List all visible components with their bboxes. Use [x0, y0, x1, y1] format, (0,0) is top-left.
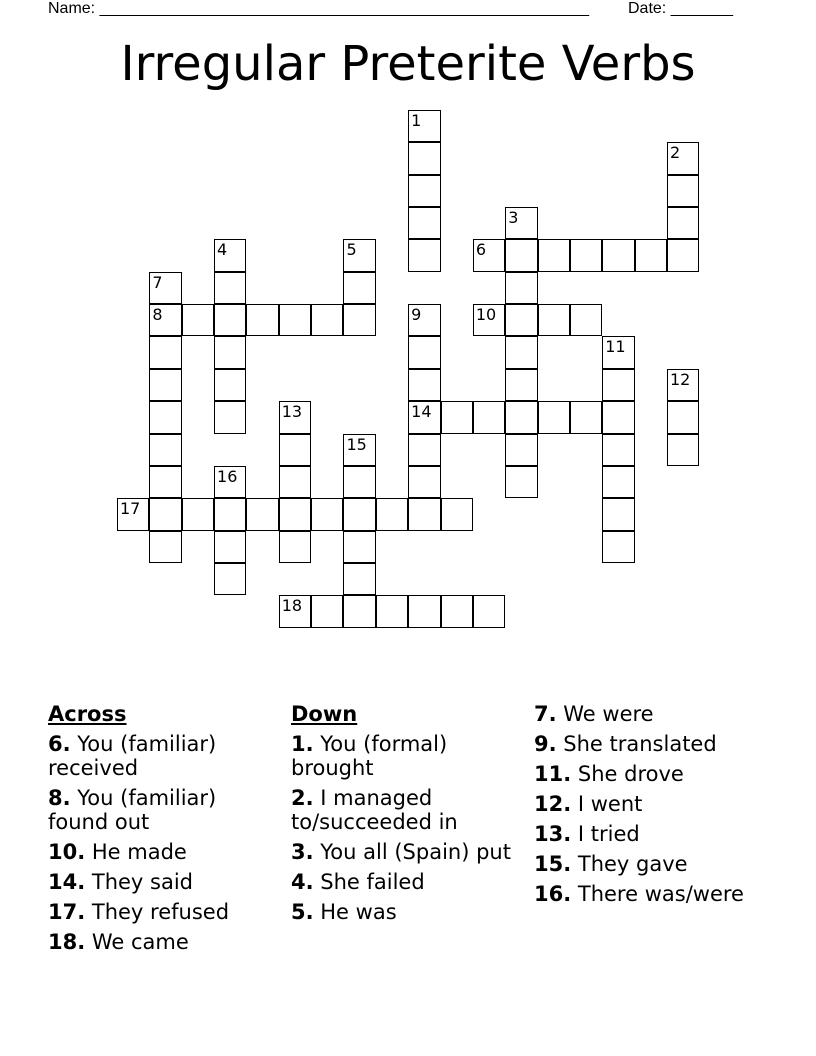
grid-cell[interactable]	[602, 434, 634, 466]
down-clue	[534, 882, 784, 906]
grid-cell[interactable]	[441, 595, 473, 627]
clue-number: 1.	[291, 732, 314, 756]
down-clue	[534, 732, 784, 756]
grid-cell[interactable]	[376, 498, 408, 530]
clue-text: He made	[85, 840, 187, 864]
grid-cell[interactable]	[343, 563, 375, 595]
clue-number-1: 1	[411, 111, 422, 130]
across-clues	[48, 702, 278, 960]
grid-cell[interactable]	[505, 239, 537, 271]
grid-cell[interactable]	[343, 595, 375, 627]
down-clues-continued	[534, 702, 784, 912]
grid-cell[interactable]	[473, 401, 505, 433]
grid-cell[interactable]	[214, 369, 246, 401]
grid-cell[interactable]	[311, 304, 343, 336]
clue-number-18: 18	[281, 596, 303, 616]
date-field[interactable]: Date: _______	[628, 0, 733, 17]
grid-cell[interactable]	[408, 466, 440, 498]
grid-cell[interactable]	[408, 434, 440, 466]
grid-cell[interactable]	[343, 272, 375, 304]
clue-number-16: 16	[217, 466, 238, 486]
down-clue	[534, 822, 784, 846]
grid-cell[interactable]	[214, 336, 246, 368]
grid-cell[interactable]	[408, 142, 440, 174]
grid-cell[interactable]	[214, 531, 246, 563]
grid-cell[interactable]	[214, 563, 246, 595]
down-clue	[291, 840, 521, 864]
down-heading: Down	[291, 702, 358, 726]
clue-text: There was/were	[571, 882, 744, 906]
grid-cell[interactable]	[505, 304, 537, 336]
down-clue	[291, 732, 521, 780]
across-clue	[48, 870, 278, 894]
grid-cell[interactable]	[149, 531, 181, 563]
clue-number-9: 9	[411, 305, 422, 325]
clue-number: 8.	[48, 786, 71, 810]
clue-text: She drove	[571, 762, 684, 786]
grid-cell[interactable]	[602, 531, 634, 563]
grid-cell[interactable]	[149, 498, 181, 530]
clue-text: He was	[313, 900, 397, 924]
grid-cell[interactable]	[343, 304, 375, 336]
grid-cell[interactable]	[408, 369, 440, 401]
clue-number: 11.	[534, 762, 572, 786]
grid-cell[interactable]	[667, 207, 699, 239]
grid-cell[interactable]	[602, 498, 634, 530]
grid-cell[interactable]	[408, 207, 440, 239]
grid-cell[interactable]	[538, 304, 570, 336]
clue-number: 18.	[48, 930, 86, 954]
grid-cell[interactable]	[149, 401, 181, 433]
grid-cell[interactable]	[279, 304, 311, 336]
clue-number: 4.	[291, 870, 314, 894]
clue-number-10: 10	[475, 305, 497, 325]
grid-cell[interactable]	[441, 498, 473, 530]
clue-text: She failed	[313, 870, 425, 894]
clue-text: You (familiar) received	[48, 732, 217, 780]
grid-cell[interactable]	[343, 498, 375, 530]
clue-number: 13.	[534, 822, 572, 846]
down-clue	[291, 870, 521, 894]
grid-cell[interactable]	[343, 531, 375, 563]
grid-cell[interactable]	[214, 498, 246, 530]
clue-number: 15.	[534, 852, 572, 876]
grid-cell[interactable]	[602, 466, 634, 498]
clue-number-13: 13	[281, 402, 303, 422]
clue-number-4: 4	[217, 240, 228, 260]
puzzle-title: Irregular Preterite Verbs	[120, 36, 696, 92]
clue-number-12: 12	[669, 369, 691, 389]
grid-cell[interactable]	[182, 498, 214, 530]
clue-text: You all (Spain) put	[313, 840, 511, 864]
clue-number: 5.	[291, 900, 314, 924]
grid-cell[interactable]	[408, 239, 440, 271]
clue-text: I managed to/succeeded in	[291, 786, 458, 834]
clue-number: 7.	[534, 702, 557, 726]
across-clue	[48, 930, 278, 954]
clue-text: They gave	[571, 852, 688, 876]
grid-cell[interactable]	[311, 498, 343, 530]
grid-cell[interactable]	[570, 239, 602, 271]
clue-text: You (formal) brought	[291, 732, 448, 780]
grid-cell[interactable]	[214, 272, 246, 304]
grid-cell[interactable]	[214, 304, 246, 336]
grid-cell[interactable]	[311, 595, 343, 627]
grid-cell[interactable]	[441, 401, 473, 433]
grid-cell[interactable]	[635, 239, 667, 271]
grid-cell[interactable]	[505, 272, 537, 304]
across-heading: Across	[48, 702, 127, 726]
clue-text: They refused	[85, 900, 230, 924]
clue-number-11: 11	[605, 337, 626, 357]
clue-number-5: 5	[346, 240, 357, 260]
grid-cell[interactable]	[279, 434, 311, 466]
grid-cell[interactable]	[667, 239, 699, 271]
down-clue	[534, 792, 784, 816]
clue-number: 6.	[48, 732, 71, 756]
across-clue	[48, 732, 278, 780]
across-clue	[48, 900, 278, 924]
grid-cell[interactable]	[343, 466, 375, 498]
clue-number: 14.	[48, 870, 86, 894]
grid-cell[interactable]	[279, 498, 311, 530]
grid-cell[interactable]	[505, 466, 537, 498]
grid-cell[interactable]	[149, 466, 181, 498]
clue-number-14: 14	[411, 402, 432, 422]
clue-text: I went	[571, 792, 643, 816]
clue-text: You (familiar) found out	[48, 786, 217, 834]
grid-cell[interactable]	[246, 498, 278, 530]
grid-cell[interactable]	[279, 466, 311, 498]
down-clue	[534, 852, 784, 876]
clue-text: She translated	[556, 732, 717, 756]
clue-number: 12.	[534, 792, 572, 816]
clue-number-3: 3	[508, 208, 519, 228]
grid-cell[interactable]	[667, 434, 699, 466]
clue-number: 16.	[534, 882, 572, 906]
across-clue	[48, 840, 278, 864]
grid-cell[interactable]	[667, 401, 699, 433]
grid-cell[interactable]	[538, 401, 570, 433]
grid-cell[interactable]	[602, 239, 634, 271]
across-clue	[48, 786, 278, 834]
grid-cell[interactable]	[376, 595, 408, 627]
clue-number-2: 2	[669, 143, 681, 163]
clue-number: 17.	[48, 900, 86, 924]
grid-cell[interactable]	[408, 498, 440, 530]
grid-cell[interactable]	[408, 595, 440, 627]
clue-text: I tried	[571, 822, 640, 846]
grid-cell[interactable]	[149, 369, 181, 401]
grid-cell[interactable]	[473, 595, 505, 627]
clue-number: 9.	[534, 732, 557, 756]
down-clue	[534, 762, 784, 786]
grid-cell[interactable]	[214, 401, 246, 433]
grid-cell[interactable]	[279, 531, 311, 563]
clue-number: 3.	[291, 840, 314, 864]
clue-number-15: 15	[346, 434, 367, 454]
grid-cell[interactable]	[246, 304, 278, 336]
grid-cell[interactable]	[505, 369, 537, 401]
grid-cell[interactable]	[182, 304, 214, 336]
grid-cell[interactable]	[149, 336, 181, 368]
grid-cell[interactable]	[602, 369, 634, 401]
down-clues	[291, 702, 521, 930]
grid-cell[interactable]	[408, 175, 440, 207]
grid-cell[interactable]	[667, 175, 699, 207]
grid-cell[interactable]	[538, 239, 570, 271]
clue-number-8: 8	[152, 305, 163, 325]
down-clue	[291, 786, 521, 834]
clue-text: They said	[85, 870, 194, 894]
clue-number-6: 6	[475, 240, 487, 260]
grid-cell[interactable]	[570, 401, 602, 433]
grid-cell[interactable]	[505, 401, 537, 433]
down-clue	[291, 900, 521, 924]
clue-number-17: 17	[120, 499, 141, 519]
clue-text: We were	[556, 702, 654, 726]
grid-cell[interactable]	[408, 336, 440, 368]
down-clue	[534, 702, 784, 726]
grid-cell[interactable]	[570, 304, 602, 336]
clue-text: We came	[85, 930, 189, 954]
clue-number-7: 7	[152, 272, 163, 292]
grid-cell[interactable]	[149, 434, 181, 466]
grid-cell[interactable]	[505, 336, 537, 368]
clue-number: 2.	[291, 786, 314, 810]
clue-number: 10.	[48, 840, 86, 864]
grid-cell[interactable]	[505, 434, 537, 466]
grid-cell[interactable]	[602, 401, 634, 433]
name-field[interactable]: Name: _______________________________________________________	[48, 0, 589, 17]
